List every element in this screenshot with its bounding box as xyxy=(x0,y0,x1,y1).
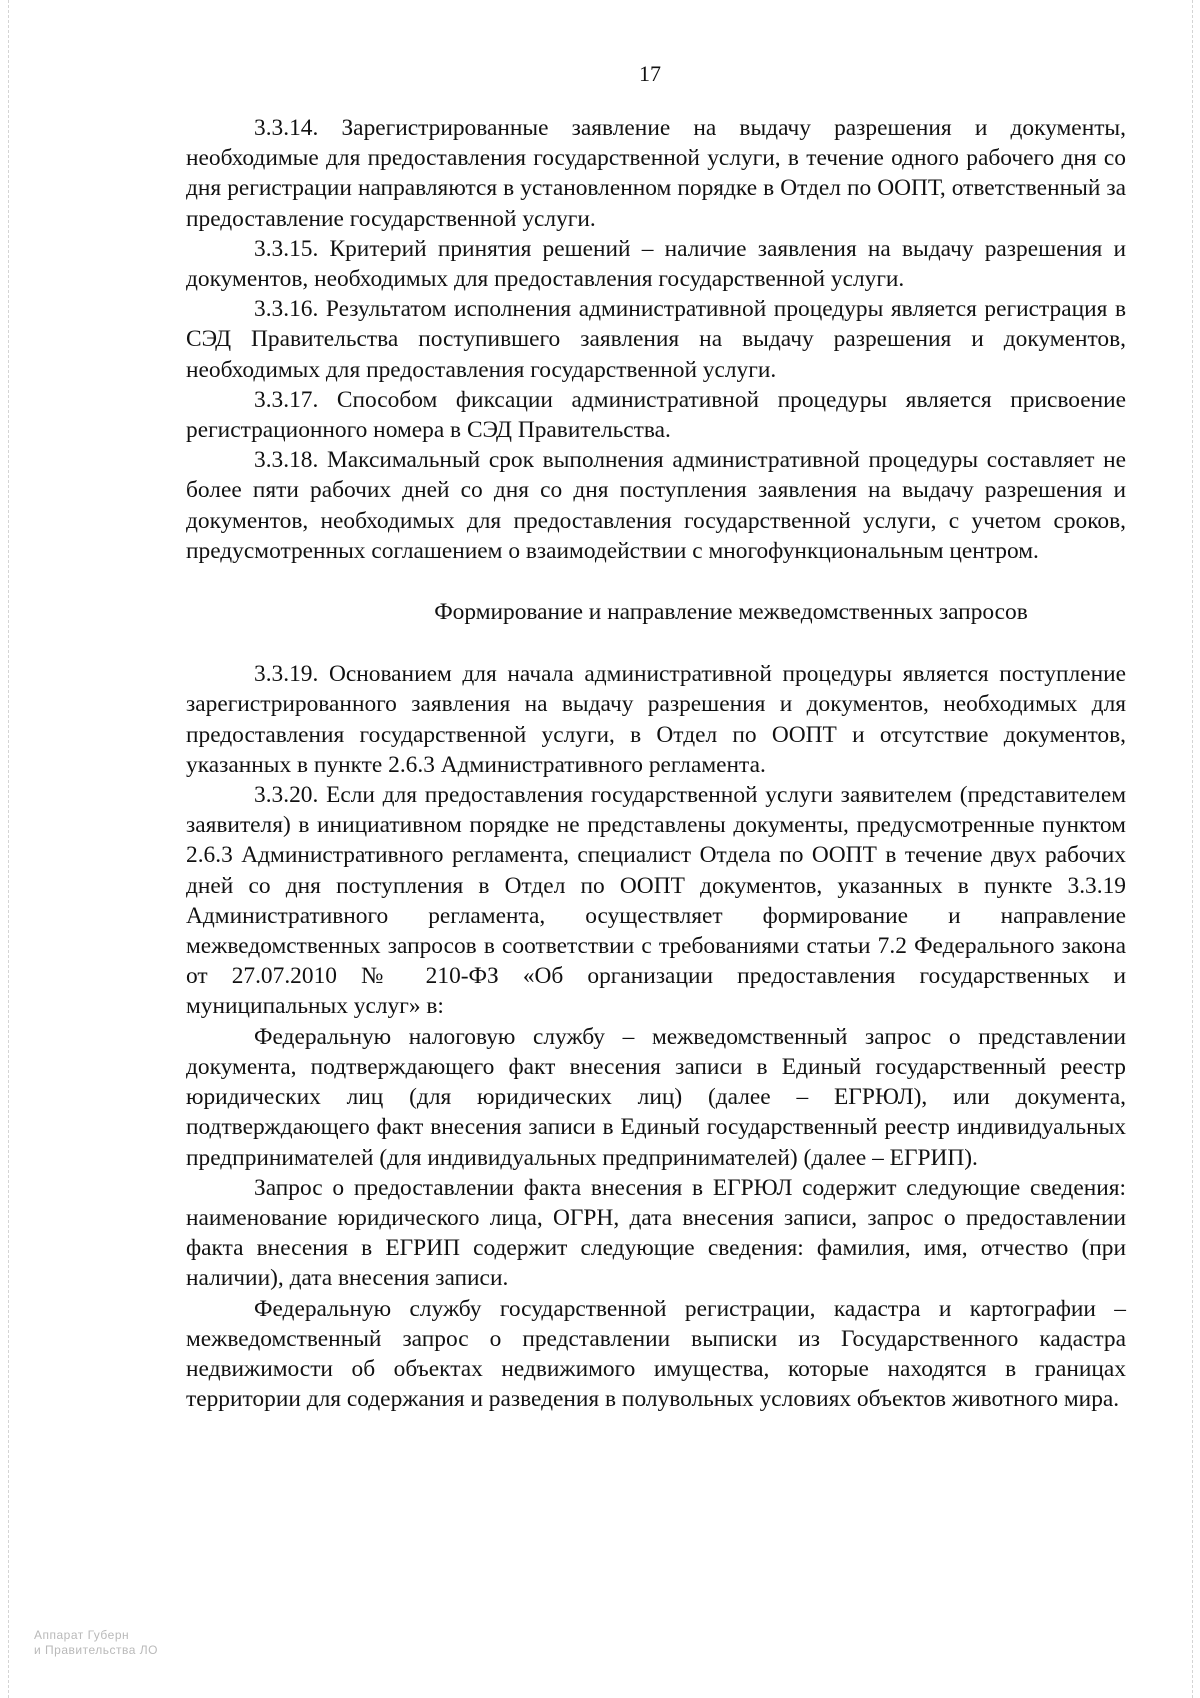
paragraph-3-3-19: 3.3.19. Основанием для начала административной процедуры является поступление зарегистрированного заявления на выдачу разрешения и документов, необходимых для предоставления государственной услуги, в Отдел по ООПТ и отсутствие документов, указанных в пункте 2.6.3 Административного регламента. xyxy=(186,661,1126,778)
spacer xyxy=(186,627,1126,659)
stamp-line: и Правительства ЛО xyxy=(34,1643,158,1657)
paragraph-fns: Федеральную налоговую службу – межведомственный запрос о представлении документа, подтверждающего факт внесения записи в Единый государственный реестр юридических лиц (для юридических лиц) (далее – ЕГРЮЛ), или документа, подтверждающего факт внесения записи в Единый государственный реестр индивидуальных предпринимателей (для индивидуальных предпринимателей) (далее – ЕГРИП). xyxy=(186,1023,1126,1171)
paragraph-3-3-14: 3.3.14. Зарегистрированные заявление на выдачу разрешения и документы, необходимые для предоставления государственной услуги, в течение одного рабочего дня со дня регистрации направляются в установленном порядке в Отдел по ООПТ, ответственный за предоставление государственной услуги. xyxy=(186,115,1126,232)
paragraph-3-3-20: 3.3.20. Если для предоставления государственной услуги заявителем (представителем заявителя) в инициативном порядке не представлены документы, предусмотренные пунктом 2.6.3 Административного регламента, специалист Отдела по ООПТ в течение двух рабочих дней со дня поступления в Отдел по ООПТ документов, указанных в пункте 3.3.19 Административного регламента, осуществляет формирование и направление межведомственных запросов в соответствии с требованиями статьи 7.2 Федерального закона от 27.07.2010 № 210-ФЗ «Об организации предоставления государственных и муниципальных услуг» в: xyxy=(186,782,1126,1020)
paragraph-egrul-request: Запрос о предоставлении факта внесения в ЕГРЮЛ содержит следующие сведения: наименование юридического лица, ОГРН, дата внесения записи, запрос о предоставлении факта внесения в ЕГРИП содержит следующие сведения: фамилия, имя, отчество (при наличии), дата внесения записи. xyxy=(186,1174,1126,1292)
section-heading: Формирование и направление межведомственных запросов xyxy=(434,599,1028,626)
paragraph-3-3-16: 3.3.16. Результатом исполнения административной процедуры является регистрация в СЭД Правительства поступившего заявления на выдачу разрешения и документов, необходимых для предоставления государственной услуги. xyxy=(186,296,1126,383)
page-number: 17 xyxy=(639,61,661,86)
scan-edge-left xyxy=(8,0,10,1698)
document-body xyxy=(186,113,1126,1414)
spacer xyxy=(186,566,1126,597)
stamp-line: Аппарат Губерн xyxy=(34,1628,130,1642)
paragraph-3-3-17: 3.3.17. Способом фиксации административной процедуры является присвоение регистрационного номера в СЭД Правительства. xyxy=(186,386,1126,444)
scan-edge-right xyxy=(1192,0,1194,1698)
paragraph-3-3-15: 3.3.15. Критерий принятия решений – наличие заявления на выдачу разрешения и документов, необходимых для предоставления государственной услуги. xyxy=(186,235,1126,293)
paragraph-rosreestr: Федеральную службу государственной регистрации, кадастра и картографии – межведомственный запрос о представлении выписки из Государственного кадастра недвижимости об объектах недвижимого имущества, которые находятся в границах территории для содержания и разведения в полувольных условиях объектов животного мира. xyxy=(186,1295,1126,1413)
faded-stamp xyxy=(34,1628,194,1658)
paragraph-3-3-18: 3.3.18. Максимальный срок выполнения административной процедуры составляет не более пяти рабочих дней со дня со дня поступления заявления на выдачу разрешения и документов, необходимых для предоставления государственной услуги, с учетом сроков, предусмотренных соглашением о взаимодействии с многофункциональным центром. xyxy=(186,447,1126,564)
